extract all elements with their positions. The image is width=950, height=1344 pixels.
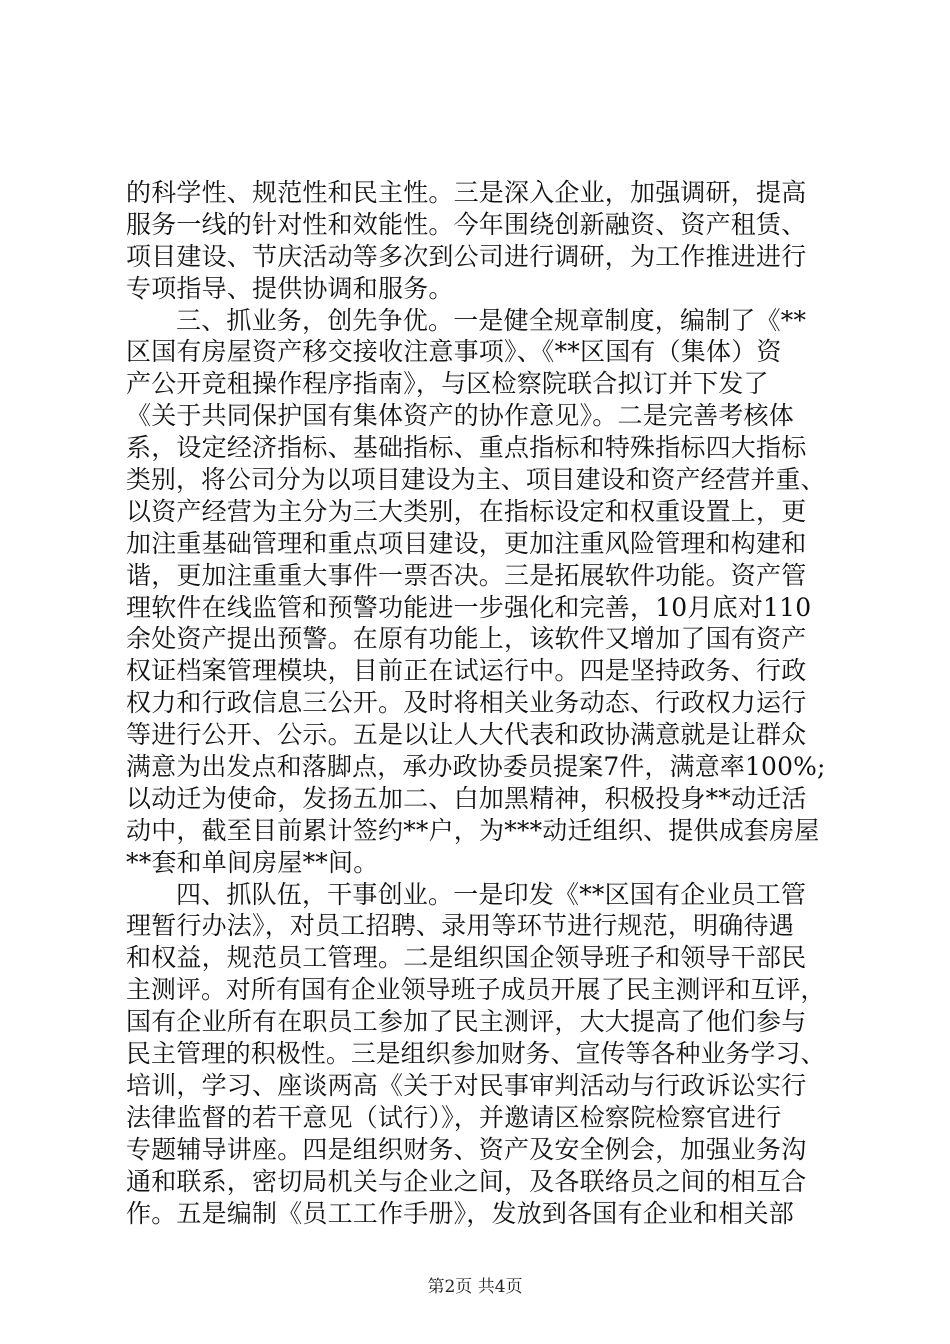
text-line: 以动迁为使命，发扬五加二、白加黑精神，积极投身**动迁活 (126, 783, 807, 813)
text-line: 主测评。对所有国有企业领导班子成员开展了民主测评和互评， (126, 975, 826, 1005)
text-line: 余处资产提出预警。在原有功能上，该软件又增加了国有资产 (126, 624, 807, 654)
text-line: **套和单间房屋**间。 (126, 847, 379, 877)
text-line: 通和联系，密切局机关与企业之间，及各联络员之间的相互合 (126, 1166, 807, 1196)
text-line: 区国有房屋资产移交接收注意事项》、《**区国有（集体）资 (126, 337, 782, 367)
text-line: 动中，截至目前累计签约**户，为***动迁组织、提供成套房屋 (126, 815, 820, 845)
text-line: 加注重基础管理和重点项目建设，更加注重风险管理和构建和 (126, 528, 807, 558)
text-line: 理暂行办法》，对员工招聘、录用等环节进行规范，明确待遇 (126, 911, 794, 941)
text-line: 国有企业所有在职员工参加了民主测评，大大提高了他们参与 (126, 1007, 807, 1037)
text-line: 谐，更加注重重大事件一票否决。三是拓展软件功能。资产管 (126, 560, 807, 590)
text-line: 理软件在线监管和预警功能进一步强化和完善，10月底对110 (126, 592, 812, 622)
text-line: 和权益，规范员工管理。二是组织国企领导班子和领导干部民 (126, 943, 807, 973)
text-line: 法律监督的若干意见（试行）》，并邀请区检察院检察官进行 (126, 1102, 782, 1132)
text-line: 专项指导、提供协调和服务。 (126, 273, 454, 303)
paragraph-start-line: 四、抓队伍，干事创业。一是印发《**区国有企业员工管 (176, 879, 807, 909)
text-line: 类别，将公司分为以项目建设为主、项目建设和资产经营并重、 (126, 465, 826, 495)
text-line: 满意为出发点和落脚点，承办政协委员提案7件，满意率100%; (126, 752, 826, 782)
text-line: 民主管理的积极性。三是组织参加财务、宣传等各种业务学习、 (126, 1039, 826, 1069)
text-line: 专题辅导讲座。四是组织财务、资产及安全例会，加强业务沟 (126, 1134, 807, 1164)
text-line: 《关于共同保护国有集体资产的协作意见》。二是完善考核体 (126, 401, 794, 431)
text-line: 服务一线的针对性和效能性。今年围绕创新融资、资产租赁、 (126, 209, 807, 239)
text-line: 权力和行政信息三公开。及时将相关业务动态、行政权力运行 (126, 688, 807, 718)
text-line: 权证档案管理模块，目前正在试运行中。四是坚持政务、行政 (126, 656, 807, 686)
text-line: 的科学性、规范性和民主性。三是深入企业，加强调研，提高 (126, 178, 807, 207)
document-body (126, 177, 826, 1229)
text-line: 产公开竞租操作程序指南》，与区检察院联合拟订并下发了 (126, 369, 769, 399)
text-line: 作。五是编制《员工工作手册》，发放到各国有企业和相关部 (126, 1198, 794, 1228)
text-line: 等进行公开、公示。五是以让人大代表和政协满意就是让群众 (126, 720, 807, 750)
text-line: 项目建设、节庆活动等多次到公司进行调研，为工作推进进行 (126, 241, 807, 271)
text-line: 培训，学习、座谈两高《关于对民事审判活动与行政诉讼实行 (126, 1070, 807, 1100)
page-footer: 第2页 共4页 (427, 1277, 523, 1297)
paragraph-start-line: 三、抓业务，创先争优。一是健全规章制度，编制了《** (176, 305, 807, 335)
text-line: 系，设定经济指标、基础指标、重点指标和特殊指标四大指标 (126, 433, 807, 463)
text-line: 以资产经营为主分为三大类别，在指标设定和权重设置上，更 (126, 496, 807, 526)
